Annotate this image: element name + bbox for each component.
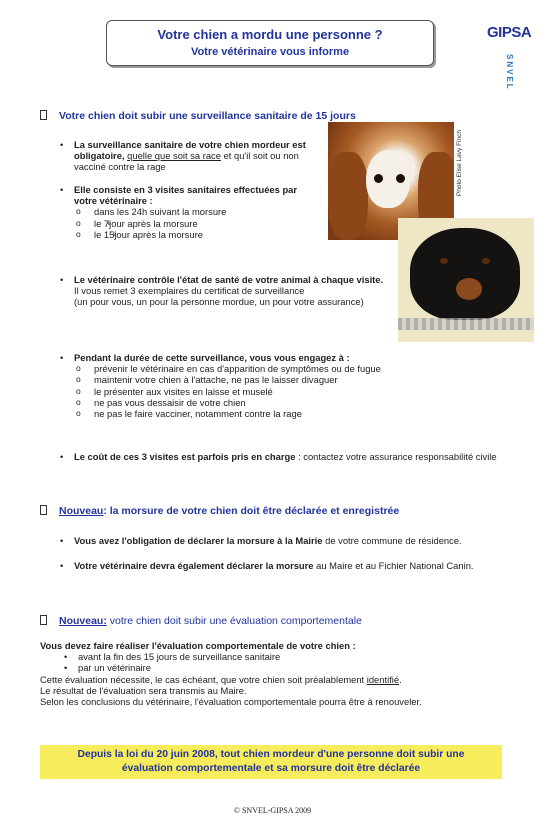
s2-para1: • Vous avez l'obligation de déclarer la morsure à la Mairie de votre commune de résidence.: [60, 535, 480, 546]
checkbox-icon: [40, 615, 47, 625]
highlight-box: Depuis la loi du 20 juin 2008, tout chien mordeur d'une personne doit subir une évaluation comportementale et sa morsure doit être déclarée: [40, 745, 502, 779]
section3-heading: Nouveau: votre chien doit subir une évaluation comportementale: [40, 615, 362, 627]
gipsa-logo: [487, 10, 535, 106]
s3-line1: Cette évaluation nécessite, le cas échéant, que votre chien soit préalablement identifié.: [40, 673, 402, 685]
list-item: o ne pas vous dessaisir de votre chien: [76, 397, 480, 408]
footer-copyright: © SNVEL-GIPSA 2009: [233, 806, 312, 815]
list-item: o le 15ͤjour après la morsure: [76, 229, 315, 240]
logo-vertical-text: SNVEL: [505, 54, 514, 91]
list-item: o maintenir votre chien à l'attache, ne pas le laisser divaguer: [76, 374, 480, 385]
photo-credit: Photo Elise Lavy Finch: [456, 130, 463, 197]
s2-para2: • Votre vétérinaire devra également déclarer la morsure au Maire et au Fichier National Canin.: [60, 560, 480, 571]
s3-body: Vous devez faire réaliser l'évaluation comportementale de votre chien : • avant la fin des 15 jours de surveillance sanitaire • par un vétérinaire Cette évaluation nécessite, le cas échéant, que votre chien soit préalablement identifié. Le résultat de l'évaluation sera transmis au Maire. Selon les conclusions du vétérinaire, l'évaluation comportementale pourra être à renouveler.: [40, 640, 520, 707]
list-item: o dans les 24h suivant la morsure: [76, 206, 315, 217]
list-item: o prévenir le vétérinaire en cas d'apparition de symptômes ou de fugue: [76, 363, 480, 374]
list-item: • par un vétérinaire: [64, 662, 520, 673]
s3-line2: Le résultat de l'évaluation sera transmis au Maire.: [40, 684, 247, 696]
s1-para1: • La surveillance sanitaire de votre chien mordeur est obligatoire, quelle que soit sa race et qu'il soit ou non vacciné contre la rage: [60, 139, 315, 173]
checkbox-icon: [40, 110, 47, 120]
logo-text: GIPSA: [487, 24, 532, 41]
s1-para3: • Le vétérinaire contrôle l'état de santé de votre animal à chaque visite. Il vous remet 3 exemplaires du certificat de surveillance (un pour vous, un pour la personne mordue, un pour votre assurance): [60, 274, 390, 308]
list-item: o le présenter aux visites en laisse et muselé: [76, 386, 480, 397]
s3-line3: Selon les conclusions du vétérinaire, l'évaluation comportementale pourra être à renouveler.: [40, 696, 422, 708]
s1-para2: • Elle consiste en 3 visites sanitaires effectuées par votre vétérinaire : o dans les 24h suivant la morsure o le 7ͤjour après la morsure o le 15ͤjour après la morsure: [60, 184, 315, 240]
s1-para5: • Le coût de ces 3 visites est parfois pris en charge : contactez votre assurance responsabilité civile: [60, 451, 500, 462]
page-subtitle: Votre vétérinaire vous informe: [190, 46, 350, 58]
header-box: [106, 20, 434, 66]
rottweiler-photo: [398, 218, 534, 342]
list-item: o ne pas le faire vacciner, notamment contre la rage: [76, 408, 480, 419]
s1-para4: • Pendant la durée de cette surveillance, vous vous engagez à : o prévenir le vétérinaire en cas d'apparition de symptômes ou de fugue o maintenir votre chien à l'attache, ne pas le laisser divaguer o le présenter aux visites en laisse et muselé o ne pas vous dessaisir de votre chien o ne pas le faire vacciner, notamment contre la rage: [60, 352, 480, 419]
section2-heading: Nouveau: la morsure de votre chien doit être déclarée et enregistrée: [40, 505, 399, 517]
list-item: • avant la fin des 15 jours de surveillance sanitaire: [64, 651, 520, 662]
checkbox-icon: [40, 505, 47, 515]
section1-heading: Votre chien doit subir une surveillance sanitaire de 15 jours: [40, 110, 356, 122]
page-title: Votre chien a mordu une personne ?: [157, 27, 383, 42]
list-item: o le 7ͤjour après la morsure: [76, 218, 315, 229]
